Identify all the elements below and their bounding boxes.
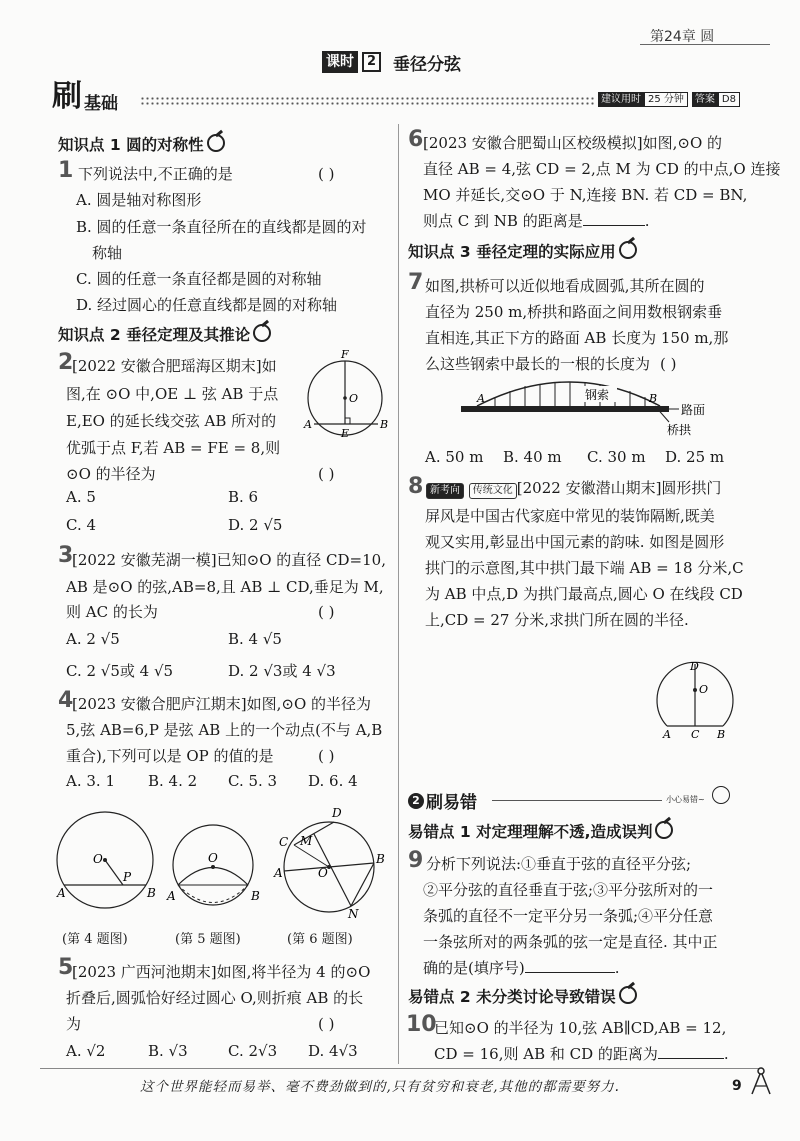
q8-tag-culture: 传统文化 [469, 483, 517, 499]
q5-option-a: A. √2 [66, 1042, 106, 1060]
q7-fig-label-B: B [649, 392, 658, 405]
q3-paren: ( ) [318, 603, 335, 621]
q2-fig-label-A: A [304, 418, 312, 431]
q2-option-b: B. 6 [228, 488, 259, 506]
q7-fig-label-A: A [477, 392, 485, 405]
q9-number: 9 [408, 848, 424, 873]
q5-line3: 为 [66, 1015, 82, 1033]
q10-answer-blank[interactable] [658, 1058, 724, 1059]
fig6-label-O: O [318, 866, 328, 880]
q4-line1: [2023 安徽合肥庐江期末]如图,⊙O 的半径为 [72, 695, 372, 713]
q2-paren: ( ) [318, 465, 335, 483]
q5-option-c: C. 2√3 [228, 1042, 278, 1060]
q7-fig-road-label: 路面 [681, 403, 706, 417]
knowledge-point-3: 知识点 3 垂径定理的实际应用 [408, 240, 637, 262]
fig4-caption: (第 4 题图) [62, 932, 128, 947]
q1-option-a: A. 圆是轴对称图形 [76, 191, 202, 209]
q2-option-d: D. 2 √5 [228, 516, 283, 534]
q2-fig-label-E: E [341, 427, 350, 440]
q3-option-d: D. 2 √3或 4 √3 [228, 662, 336, 680]
q9-answer-blank[interactable] [525, 972, 615, 973]
section-basic-title: 基础 [84, 94, 118, 114]
q2-fig-label-F: F [341, 348, 349, 361]
q1-paren: ( ) [318, 165, 335, 183]
q4-paren: ( ) [318, 747, 335, 765]
q7-paren: ( ) [660, 355, 677, 373]
q2-line3: E,EO 的延长线交弦 AB 所对的 [66, 412, 277, 430]
q8-line3: 观又实用,彰显出中国元素的韵味. 如图是圆形 [425, 533, 725, 551]
q2-fig-label-O: O [349, 392, 359, 405]
q7-line3: 直相连,其正下方的路面 AB 长度为 150 m,那 [425, 329, 729, 347]
q10-line2: CD = 16,则 AB 和 CD 的距离为 . [434, 1045, 729, 1063]
q9-line3: 条弧的直径不一定平分另一条弧;④平分任意 [423, 907, 714, 925]
error-point-1: 易错点 1 对定理理解不透,造成误判 [408, 820, 673, 842]
q2-fig-label-B: B [380, 418, 389, 431]
q8-line6: 上,CD = 27 分米,求拱门所在圆的半径. [425, 611, 689, 629]
q4-line2: 5,弦 AB=6,P 是弦 AB 上的一个动点(不与 A,B [66, 721, 383, 739]
q2-line5: ⊙O 的半径为 [66, 465, 156, 483]
q9-line1: 分析下列说法:①垂直于弦的直径平分弦; [426, 855, 692, 873]
q9-line2: ②平分弦的直径垂直于弦;③平分弦所对的一 [423, 881, 714, 899]
footer-rule [40, 1068, 760, 1069]
fig4-label-B: B [147, 886, 156, 900]
fig6-label-A: A [274, 866, 283, 880]
shua-glyph: 刷 [52, 79, 82, 114]
q4-number: 4 [58, 688, 74, 713]
q8-line4: 拱门的示意图,其中拱门最下端 AB = 18 分米,C [425, 559, 744, 577]
q2-line4: 优弧于点 F,若 AB = FE = 8,则 [66, 439, 281, 457]
q5-paren: ( ) [318, 1015, 335, 1033]
fig4-label-A: A [57, 886, 66, 900]
fig5-label-O: O [208, 851, 218, 865]
fig5 [163, 820, 268, 920]
fig6-label-B: B [376, 852, 385, 866]
q8-line1: 新考向 传统文化 [2022 安徽潜山期末]圆形拱门 [426, 474, 721, 502]
time-value: 25 分钟 [644, 92, 688, 107]
fig6-label-C: C [279, 835, 289, 849]
q5-option-d: D. 4√3 [308, 1042, 358, 1060]
fig6-label-M: M [300, 834, 313, 848]
error-point-2: 易错点 2 未分类讨论导致错误 [408, 985, 637, 1007]
q2-line1: [2022 安徽合肥瑶海区期末]如 [72, 357, 277, 375]
fig6-label-N: N [348, 907, 359, 920]
q3-line2: AB 是⊙O 的弦,AB=8,且 AB ⊥ CD,垂足为 M, [66, 578, 384, 596]
q3-line3: 则 AC 的长为 [66, 603, 158, 621]
fig6-caption: (第 6 题图) [287, 932, 353, 947]
fig4-label-O: O [93, 852, 103, 866]
q8-line5: 为 AB 中点,D 为拱门最高点,圆心 O 在线段 CD [425, 585, 743, 603]
q3-option-a: A. 2 √5 [66, 630, 120, 648]
q2-option-c: C. 4 [66, 516, 97, 534]
q2-line2: 图,在 ⊙O 中,OE ⊥ 弦 AB 于点 [66, 385, 279, 403]
section-error-line [492, 800, 662, 801]
q6-line2: 直径 AB = 4,弦 CD = 2,点 M 为 CD 的中点,O 连接 [423, 160, 781, 178]
q5-option-b: B. √3 [148, 1042, 188, 1060]
q8-line2: 屏风是中国古代家庭中常见的装饰隔断,既美 [425, 507, 715, 525]
target-icon [619, 986, 637, 1004]
section-dots [140, 96, 595, 106]
q4-option-a: A. 3. 1 [66, 772, 115, 790]
q10-line1: 已知⊙O 的半径为 10,弦 AB∥CD,AB = 12, [434, 1019, 727, 1037]
q7-bridge-figure [455, 372, 725, 442]
q6-number: 6 [408, 127, 424, 152]
q6-answer-blank[interactable] [583, 225, 645, 226]
fig4 [55, 805, 160, 915]
q7-option-a: A. 50 m [425, 448, 484, 466]
fig4-label-P: P [123, 870, 132, 884]
q5-line2: 折叠后,圆弧恰好经过圆心 O,则折痕 AB 的长 [66, 989, 364, 1007]
chapter-header: 第24章 圆 [650, 29, 715, 45]
q7-line4: 么这些钢索中最长的一根的长度为 [425, 355, 651, 373]
q1-option-b-cont: 称轴 [92, 244, 123, 262]
q7-fig-cable-label: 钢索 [585, 388, 610, 402]
header-rule [640, 44, 770, 45]
q1-option-c: C. 圆的任意一条直径都是圆的对称轴 [76, 270, 322, 288]
q7-fig-arch-label: 桥拱 [667, 423, 692, 437]
sun-icon [712, 786, 730, 804]
q6-line3: MO 并延长,交⊙O 于 N,连接 BN. 若 CD = BN, [423, 186, 748, 204]
fig6 [272, 805, 387, 920]
lesson-title-block [322, 50, 461, 74]
q3-option-c: C. 2 √5或 4 √5 [66, 662, 174, 680]
answer-page: D8 [718, 92, 740, 107]
knowledge-point-1: 知识点 1 圆的对称性 [58, 133, 225, 155]
q9-line4: 一条弦所对的两条弧的弦一定是直径. 其中正 [423, 933, 718, 951]
q4-option-d: D. 6. 4 [308, 772, 358, 790]
knowledge-point-2: 知识点 2 垂径定理及其推论 [58, 323, 271, 345]
q7-line2: 直径为 250 m,桥拱和路面之间用数根钢索垂 [425, 303, 723, 321]
time-box [598, 92, 740, 107]
q2-number: 2 [58, 350, 74, 375]
fig5-caption: (第 5 题图) [175, 932, 241, 947]
q6-line1: [2023 安徽合肥蜀山区校级模拟]如图,⊙O 的 [423, 134, 723, 152]
fig5-label-B: B [251, 889, 260, 903]
answer-label: 答案 [692, 92, 718, 107]
q7-option-c: C. 30 m [587, 448, 646, 466]
q7-line1: 如图,拱桥可以近似地看成圆弧,其所在圆的 [425, 277, 705, 295]
q3-option-b: B. 4 √5 [228, 630, 282, 648]
q8-fig-label-B: B [717, 728, 726, 741]
section-basic-heading [52, 80, 118, 114]
target-icon [619, 241, 637, 259]
section-error-title: 刷易错 [426, 793, 477, 813]
q1-stem: 下列说法中,不正确的是 [78, 165, 233, 183]
q7-option-b: B. 40 m [503, 448, 562, 466]
section-error-heading [408, 788, 477, 813]
q2-figure [298, 348, 393, 448]
q4-option-c: C. 5. 3 [228, 772, 278, 790]
column-divider [398, 124, 399, 1064]
q8-fig-label-A: A [663, 728, 671, 741]
q3-number: 3 [58, 543, 74, 568]
q8-number: 8 [408, 474, 424, 499]
lesson-number: 2 [362, 52, 381, 72]
q5-line1: [2023 广西河池期末]如图,将半径为 4 的⊙O [72, 963, 371, 981]
q6-line4: 则点 C 到 NB 的距离是 . [423, 212, 650, 230]
q5-number: 5 [58, 955, 74, 980]
q10-number: 10 [406, 1012, 437, 1037]
footer-motto: 这个世界能轻而易举、毫不费劲做到的,只有贫穷和衰老,其他的都需要努力. [140, 1079, 620, 1095]
time-label: 建议用时 [598, 92, 644, 107]
badge-2-icon: 2 [408, 793, 424, 809]
q2-option-a: A. 5 [66, 488, 96, 506]
q1-option-d: D. 经过圆心的任意直线都是圆的对称轴 [76, 296, 338, 314]
fig6-label-D: D [332, 806, 342, 820]
fig5-label-A: A [167, 889, 176, 903]
q7-option-d: D. 25 m [665, 448, 725, 466]
q7-number: 7 [408, 270, 424, 295]
q8-fig-label-O: O [699, 683, 709, 696]
q1-number: 1 [58, 158, 74, 183]
q4-line3: 重合),下列可以是 OP 的值的是 [66, 747, 274, 765]
q4-option-b: B. 4. 2 [148, 772, 198, 790]
target-icon [253, 324, 271, 342]
section-error-note: 小心易错~ [666, 795, 705, 804]
target-icon [207, 134, 225, 152]
q8-arch-figure [645, 660, 745, 745]
compass-icon [748, 1066, 774, 1096]
lesson-title: 垂径分弦 [393, 54, 462, 75]
q9-line5: 确的是(填序号) . [423, 959, 620, 977]
q8-fig-label-D: D [690, 660, 699, 673]
q8-tag-new: 新考向 [426, 483, 464, 499]
q1-option-b: B. 圆的任意一条直径所在的直线都是圆的对 [76, 218, 367, 236]
lesson-badge: 课时 [322, 51, 358, 73]
target-icon [655, 821, 673, 839]
page-number: 9 [732, 1078, 742, 1094]
q3-line1: [2022 安徽芜湖一模]已知⊙O 的直径 CD=10, [72, 551, 386, 569]
q8-fig-label-C: C [691, 728, 700, 741]
